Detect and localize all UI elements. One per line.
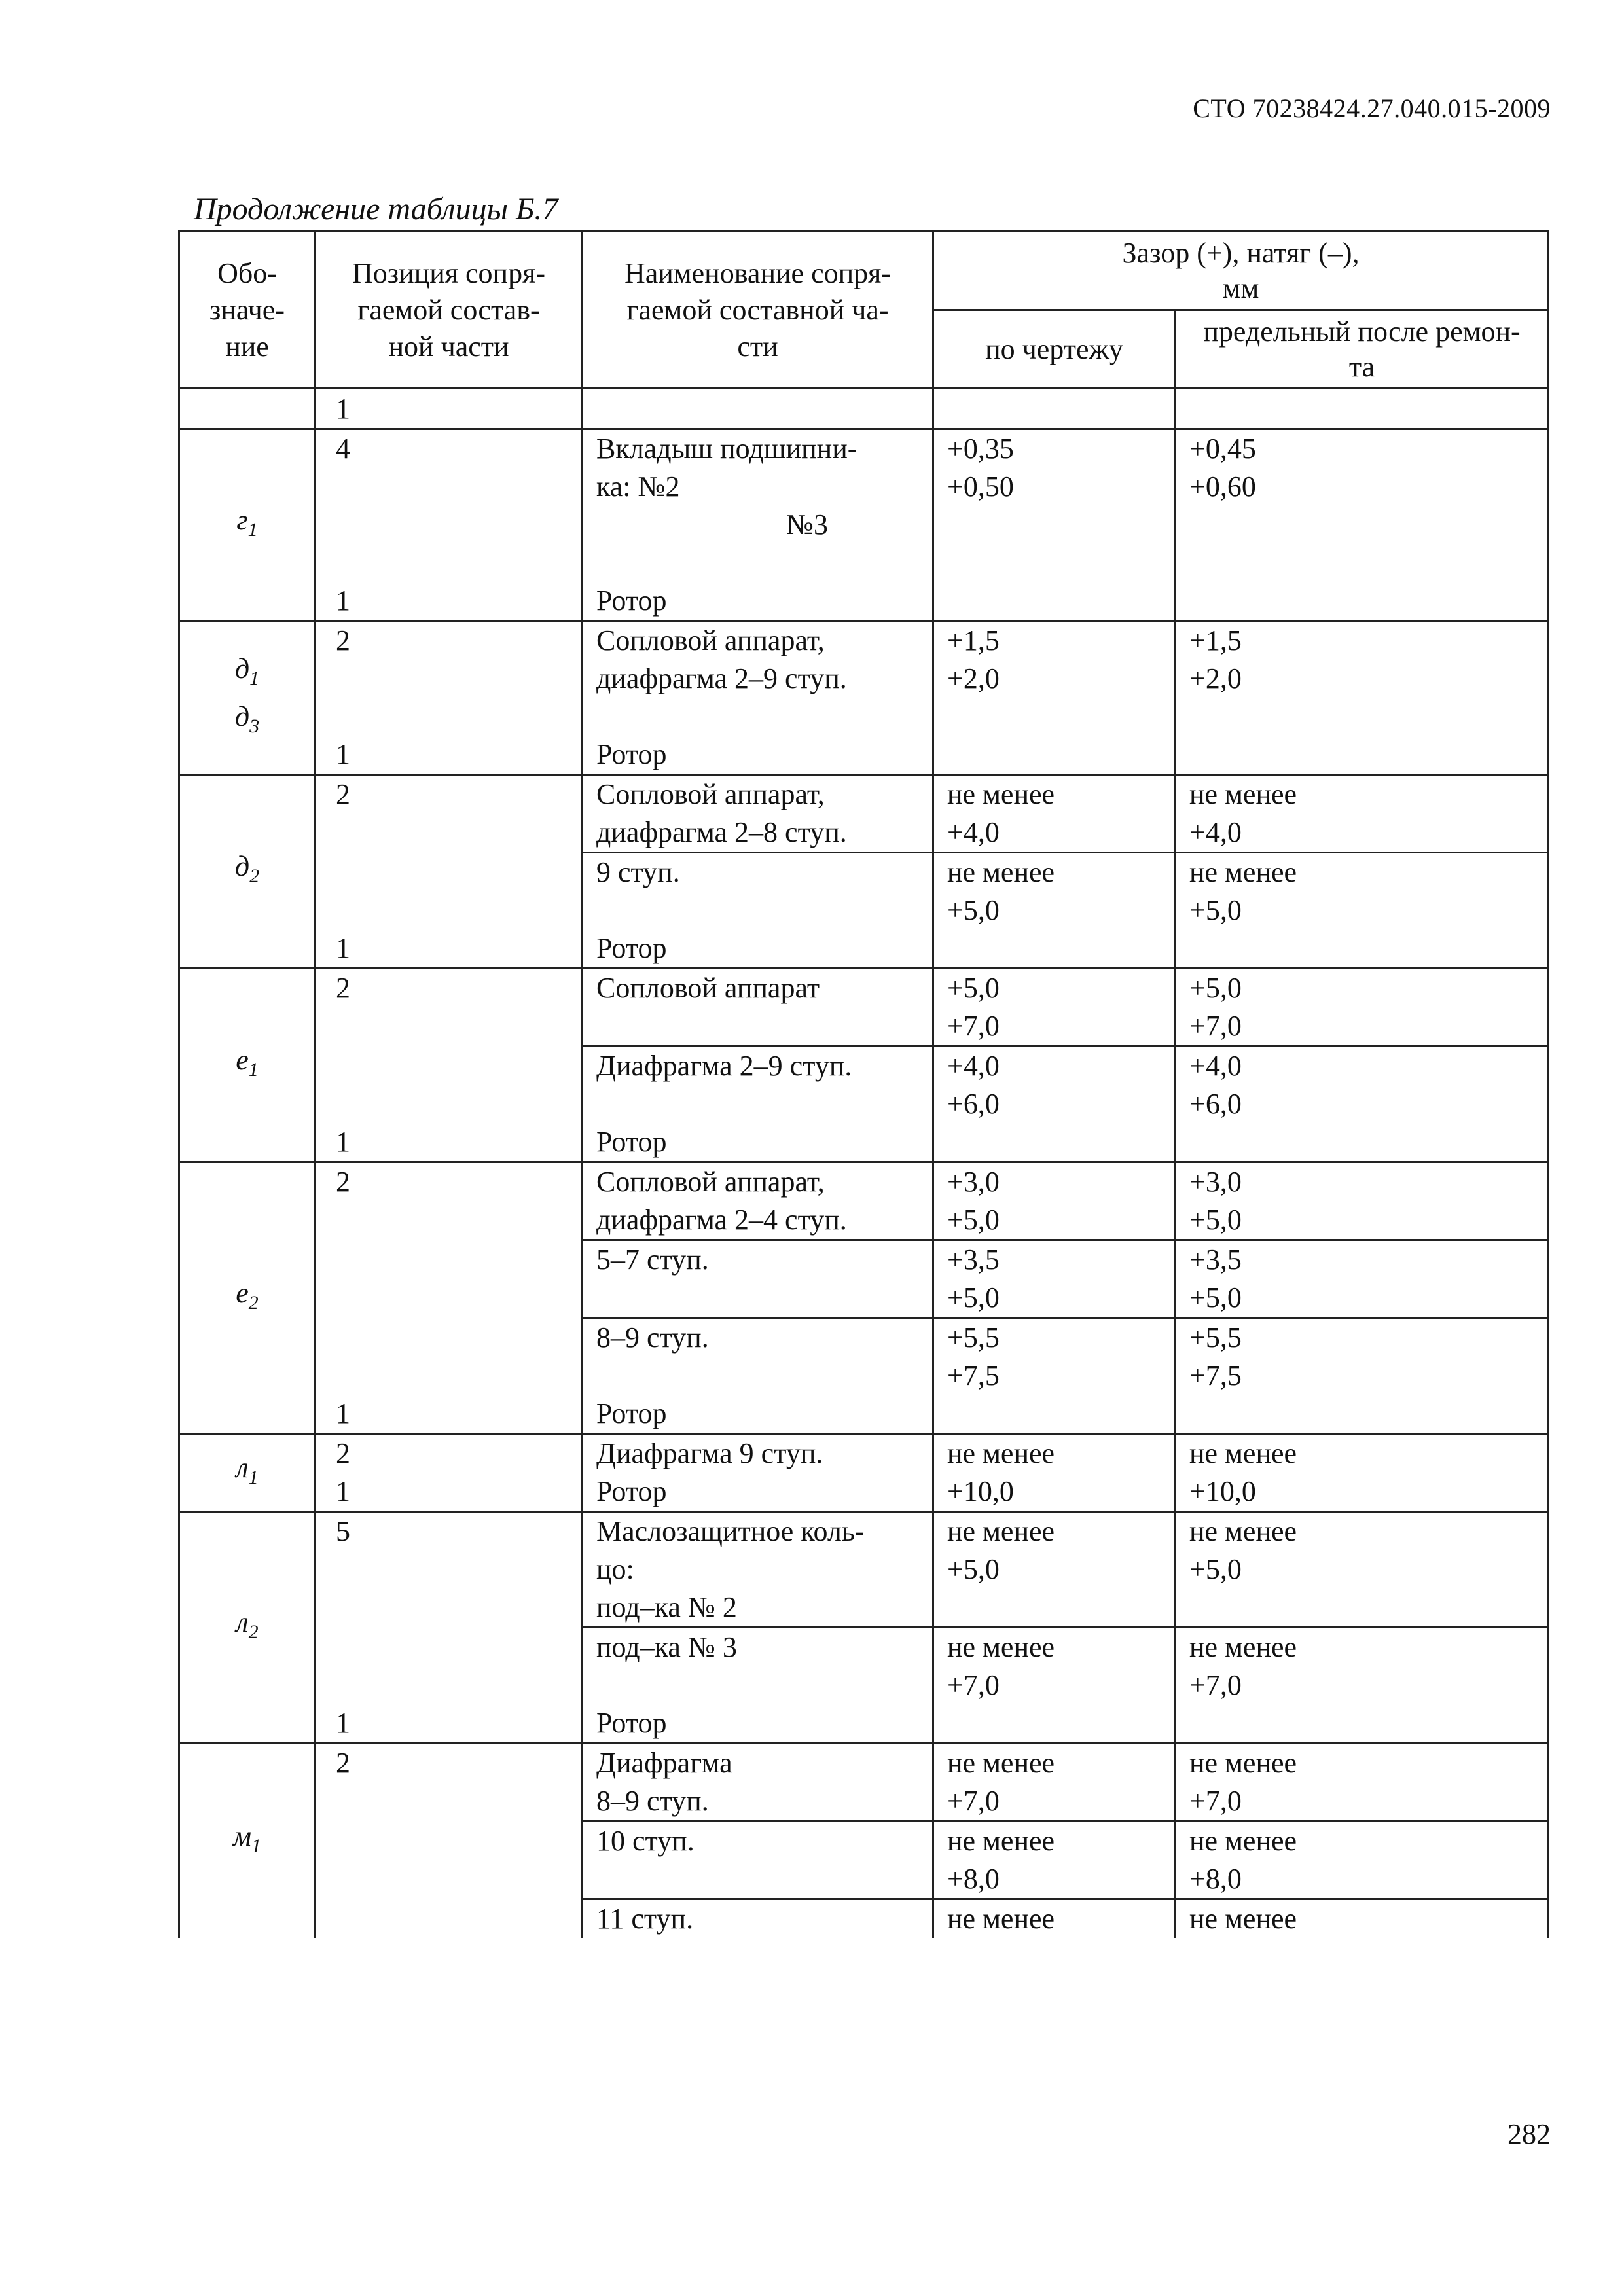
designation-cell: $е_1$ [179, 969, 316, 1162]
header-by-drawing: по чертежу [933, 310, 1176, 389]
document-code: СТО 70238424.27.040.015-2009 [1193, 94, 1551, 123]
component-name-cell: 11 ступ. [583, 1899, 933, 1939]
designation-cell: $е_2$ [179, 1162, 316, 1434]
gap-limit-cell: +5,0 +7,0 [1176, 969, 1549, 1047]
header-position-row [179, 389, 1549, 429]
gap-limit-cell: не менее +5,0 [1176, 853, 1549, 969]
position-cell [316, 775, 583, 969]
gap-limit-cell: не менее +5,0 [1176, 1512, 1549, 1628]
component-name-cell: Маслозащитное коль- цо: под–ка № 2 [583, 1512, 933, 1628]
position-top: 2 [336, 1437, 350, 1469]
gap-by-drawing-cell: не менее +5,0 [933, 853, 1176, 969]
designation-cell: $д_1$ $д_3$ [179, 621, 316, 775]
designation-cell: $м_1$ [179, 1744, 316, 1939]
component-name-cell: Диафрагма 2–9 ступ. Ротор [583, 1047, 933, 1162]
header-name: Наименование сопря- гаемой составной ча- сти [583, 232, 933, 389]
component-name-cell: 9 ступ. Ротор [583, 853, 933, 969]
component-name-cell: 8–9 ступ. Ротор [583, 1318, 933, 1434]
designation-cell: $л_2$ [179, 1512, 316, 1744]
component-name-cell: Диафрагма 8–9 ступ. [583, 1744, 933, 1821]
header-spacer-cell [583, 389, 933, 429]
component-name-cell: Сопловой аппарат, диафрагма 2–4 ступ. [583, 1162, 933, 1240]
position-cell [316, 1162, 583, 1434]
page-number: 282 [1507, 2118, 1551, 2150]
gap-by-drawing-cell: не менее +7,0 [933, 1744, 1176, 1821]
gap-by-drawing-cell: не менее +8,0 [933, 1821, 1176, 1899]
position-cell [316, 621, 583, 775]
position-bottom: 1 [336, 1475, 350, 1507]
designation-cell: $л_1$ [179, 1434, 316, 1512]
header-limit-after-repair: предельный после ремон- та [1176, 310, 1549, 389]
gap-by-drawing-cell: не менее +4,0 [933, 775, 1176, 853]
table-caption: Продолжение таблицы Б.7 [194, 192, 558, 226]
table-row [179, 429, 1549, 621]
gap-limit-cell: +4,0 +6,0 [1176, 1047, 1549, 1162]
header-position-value: 1 [316, 389, 583, 429]
header-spacer-cell [933, 389, 1176, 429]
gap-limit-cell: не менее +8,0 [1176, 1821, 1549, 1899]
position-top: 2 [336, 778, 350, 810]
position-bottom: 1 [336, 1126, 350, 1158]
component-name-cell: Сопловой аппарат, диафрагма 2–8 ступ. [583, 775, 933, 853]
gap-limit-cell: +3,0 +5,0 [1176, 1162, 1549, 1240]
component-name-cell: Вкладыш подшипни- ка: №2 №3 Ротор [583, 429, 933, 621]
position-top: 2 [336, 972, 350, 1004]
gap-limit-cell: +5,5 +7,5 [1176, 1318, 1549, 1434]
gap-by-drawing-cell: не менее +7,0 [933, 1628, 1176, 1744]
gap-by-drawing-cell: не менее [933, 1899, 1176, 1939]
gap-by-drawing-cell: +3,0 +5,0 [933, 1162, 1176, 1240]
component-name-cell: Сопловой аппарат [583, 969, 933, 1047]
position-top: 2 [336, 624, 350, 656]
gap-limit-cell: не менее +7,0 [1176, 1628, 1549, 1744]
position-bottom: 1 [336, 584, 350, 617]
position-cell [316, 1434, 583, 1512]
position-top: 5 [336, 1515, 350, 1547]
gap-by-drawing-cell: +3,5 +5,0 [933, 1240, 1176, 1318]
gap-limit-cell: не менее [1176, 1899, 1549, 1939]
header-gap-group: Зазор (+), натяг (–), мм [933, 232, 1549, 310]
gap-limit-cell: не менее +4,0 [1176, 775, 1549, 853]
header-position: Позиция сопря- гаемой состав- ной части [316, 232, 583, 389]
component-name-cell: Сопловой аппарат, диафрагма 2–9 ступ. Ротор [583, 621, 933, 775]
position-bottom: 1 [336, 1707, 350, 1739]
position-cell [316, 1744, 583, 1939]
position-top: 2 [336, 1166, 350, 1198]
designation-cell: $г_1$ [179, 429, 316, 621]
position-cell [316, 1512, 583, 1744]
position-cell [316, 429, 583, 621]
gap-limit-cell: не менее +10,0 [1176, 1434, 1549, 1512]
position-top: 2 [336, 1747, 350, 1779]
gap-limit-cell: +1,5 +2,0 [1176, 621, 1549, 775]
position-bottom: 1 [336, 1397, 350, 1429]
gap-by-drawing-cell: +5,5 +7,5 [933, 1318, 1176, 1434]
gap-limit-cell: не менее +7,0 [1176, 1744, 1549, 1821]
gap-by-drawing-cell: +4,0 +6,0 [933, 1047, 1176, 1162]
position-cell [316, 969, 583, 1162]
gap-by-drawing-cell: +1,5 +2,0 [933, 621, 1176, 775]
table-row [179, 621, 1549, 775]
designation-cell: $д_2$ [179, 775, 316, 969]
component-name-cell: под–ка № 3 Ротор [583, 1628, 933, 1744]
table-row [179, 969, 1549, 1047]
header-designation: Обо- значе- ние [179, 232, 316, 389]
position-bottom: 1 [336, 738, 350, 770]
position-top: 4 [336, 433, 350, 465]
gap-by-drawing-cell: +5,0 +7,0 [933, 969, 1176, 1047]
clearance-table [178, 230, 1549, 1938]
gap-limit-cell: +0,45 +0,60 [1176, 429, 1549, 621]
component-name-cell: 5–7 ступ. [583, 1240, 933, 1318]
gap-by-drawing-cell: не менее +10,0 [933, 1434, 1176, 1512]
gap-by-drawing-cell: не менее +5,0 [933, 1512, 1176, 1628]
gap-by-drawing-cell: +0,35 +0,50 [933, 429, 1176, 621]
position-bottom: 1 [336, 932, 350, 964]
table-row [179, 1512, 1549, 1628]
table-row [179, 1434, 1549, 1512]
table-row [179, 775, 1549, 853]
table-row [179, 1162, 1549, 1240]
header-spacer-cell [1176, 389, 1549, 429]
component-name-cell: Диафрагма 9 ступ. Ротор [583, 1434, 933, 1512]
header-spacer-cell [179, 389, 316, 429]
table-row [179, 1744, 1549, 1821]
gap-limit-cell: +3,5 +5,0 [1176, 1240, 1549, 1318]
component-name-cell: 10 ступ. [583, 1821, 933, 1899]
